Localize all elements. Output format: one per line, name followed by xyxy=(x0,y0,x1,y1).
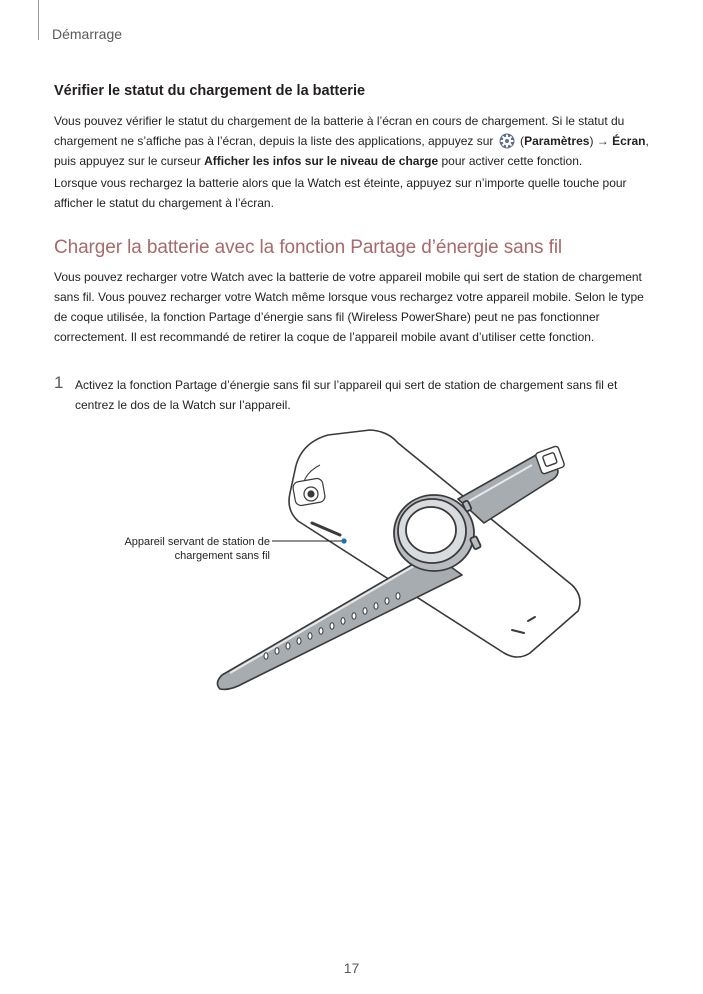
step-number: 1 xyxy=(54,373,64,392)
section-header: Démarrage xyxy=(52,26,123,42)
phone-camera-icon xyxy=(292,478,326,507)
settings-label: Paramètres xyxy=(524,134,590,148)
callout-label: Appareil servant de station de chargement sans fil xyxy=(124,536,270,562)
toggle-label: Afficher les infos sur le niveau de charge xyxy=(204,154,439,168)
subsection-heading: Vérifier le statut du chargement de la batterie xyxy=(54,83,366,99)
paragraph-powershare: Vous pouvez recharger votre Watch avec la batterie de votre appareil mobile qui sert de station de chargement sans fil. Vous pouvez recharger votre Watch même lorsque vous rechargez votre appareil mobile. Selon le type de coque utilisée, la fonction Partage d’énergie sans fil (Wireless PowerShare) peut ne pas fonctionner correctement. Il est recommandé de retirer la coque de l’appareil mobile avant d’utiliser cette fonction. xyxy=(54,270,644,344)
screen-label: Écran xyxy=(612,134,646,148)
callout-dot xyxy=(341,538,346,543)
step-text: Activez la fonction Partage d’énergie sans fil sur l’appareil qui sert de station de chargement sans fil et centrez le dos de la Watch sur l’appareil. xyxy=(75,378,618,412)
header-rule xyxy=(38,0,39,40)
page-number: 17 xyxy=(343,960,360,976)
settings-gear-icon xyxy=(499,133,515,149)
paragraph-text: Vous pouvez vérifier le statut du chargement de la batterie à l’écran en cours de chargement. Si le statut du chargement ne s’affiche pas à l’écran, depuis la liste des applications, appuyez sur xyxy=(54,114,625,148)
paragraph-check-status: Vous pouvez vérifier le statut du chargement de la batterie à l’écran en cours de chargement. Si le statut du chargement ne s’affiche pas à l’écran, depuis la liste des applications, appuyez sur (Paramètres) → Écran, puis appuyez sur le curseur Afficher les infos sur le niveau de charge pour activer cette fonction. xyxy=(54,114,649,168)
paragraph-watch-off: Lorsque vous rechargez la batterie alors que la Watch est éteinte, appuyez sur n’importe quelle touche pour afficher le statut du chargement à l’écran. xyxy=(54,176,627,210)
watch-strap-lower xyxy=(217,553,462,689)
watch-on-phone-illustration xyxy=(200,425,600,705)
section-heading: Charger la batterie avec la fonction Partage d’énergie sans fil xyxy=(54,237,563,258)
